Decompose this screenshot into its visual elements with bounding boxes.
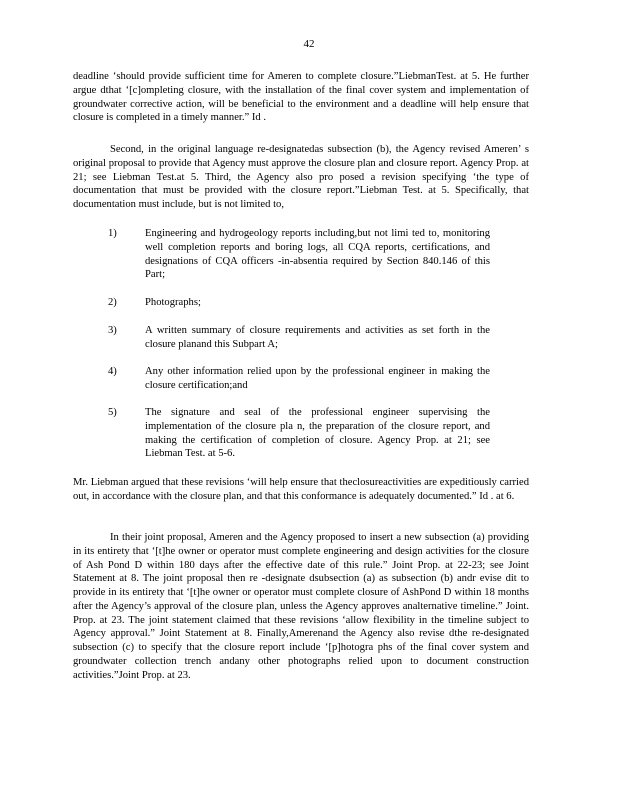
paragraph-joint-proposal: In their joint proposal, Ameren and the Agency proposed to insert a new subsection (a) providing in its entirety that ‘[t]he owner or operator must complete engineering and design activities for the closure of Ash Pond D within 180 days after the effective date of this rule.” Joint Prop. at 22-23; see Joint Statement at 8. The joint proposal then re -designate dsubsection (a) as subsection (b) andr evise dit to provide in its entirety that ‘[t]he owner or operator must complete closure of AshPond D within 18 months after the Agency’s approval of the closure plan, unless the Agency approves analternative timeline.” Joint. Prop. at 23. The joint statement claimed that these revisions ‘allow flexibility in the timeline subject to Agency approval.” Joint Statement at 8. Finally,Amerenand the Agency also revise dthe re-designated subsection (c) to specify that the closure report include ‘[p]hotogra phs of the final cover system and groundwater collection trench andany other photographs relied upon to document construction activities.”Joint Prop. at 23. xyxy=(73,532,529,681)
page-number: 42 xyxy=(303,38,315,50)
list-item-text: Any other information relied upon by the professional engineer in making the closure certification;and xyxy=(145,366,490,391)
list-item-text: Photographs; xyxy=(145,297,201,308)
list-item-number: 1) xyxy=(108,228,117,239)
list-item-text: A written summary of closure requirements and activities as set forth in the closure planand this Subpart A; xyxy=(145,325,490,350)
list-item-text: The signature and seal of the professional engineer supervising the implementation of the closure pla n, the preparation of the closure report, and making the certification of completion of closure. Agency Prop. at 21; see Liebman Test. at 5-6. xyxy=(145,407,490,460)
list-item-number: 4) xyxy=(108,366,117,377)
list-item-text: Engineering and hydrogeology reports including,but not limi ted to, monitoring well completion reports and boring logs, all CQA reports, certifications, and designations of CQA officers -in-absentia required by Section 840.146 of this Part; xyxy=(145,228,490,281)
paragraph-liebman-argument: Mr. Liebman argued that these revisions ‘will help ensure that theclosureactivities are expeditiously carried out, in accordance with the closure plan, and that this conformance is adequately documented.” Id . at 6. xyxy=(73,477,529,502)
paragraph-agency-revisions: Second, in the original language re-designatedas subsection (b), the Agency revised Ameren’ s original proposal to provide that Agency must approve the closure plan and closure report. Agency Prop. at 21; see Liebman Test.at 5. Third, the Agency also pro posed a revision specifying ‘the type of documentation that must be provided with the closure report.”Liebman Test. at 5. Specifically, that documentation must include, but is not limited to, xyxy=(73,144,529,211)
list-item-number: 3) xyxy=(108,325,117,336)
list-item-number: 5) xyxy=(108,407,117,418)
paragraph-deadline-testimony: deadline ‘should provide sufficient time for Ameren to complete closure.”LiebmanTest. at 5. He further argue dthat ‘[c]ompleting closure, with the installation of the final cover system and implementation of groundwater corrective action, will be beneficial to the environment and a deadline will help ensure that closure is completed in a timely manner.” Id . xyxy=(73,71,529,124)
list-item-number: 2) xyxy=(108,297,117,308)
